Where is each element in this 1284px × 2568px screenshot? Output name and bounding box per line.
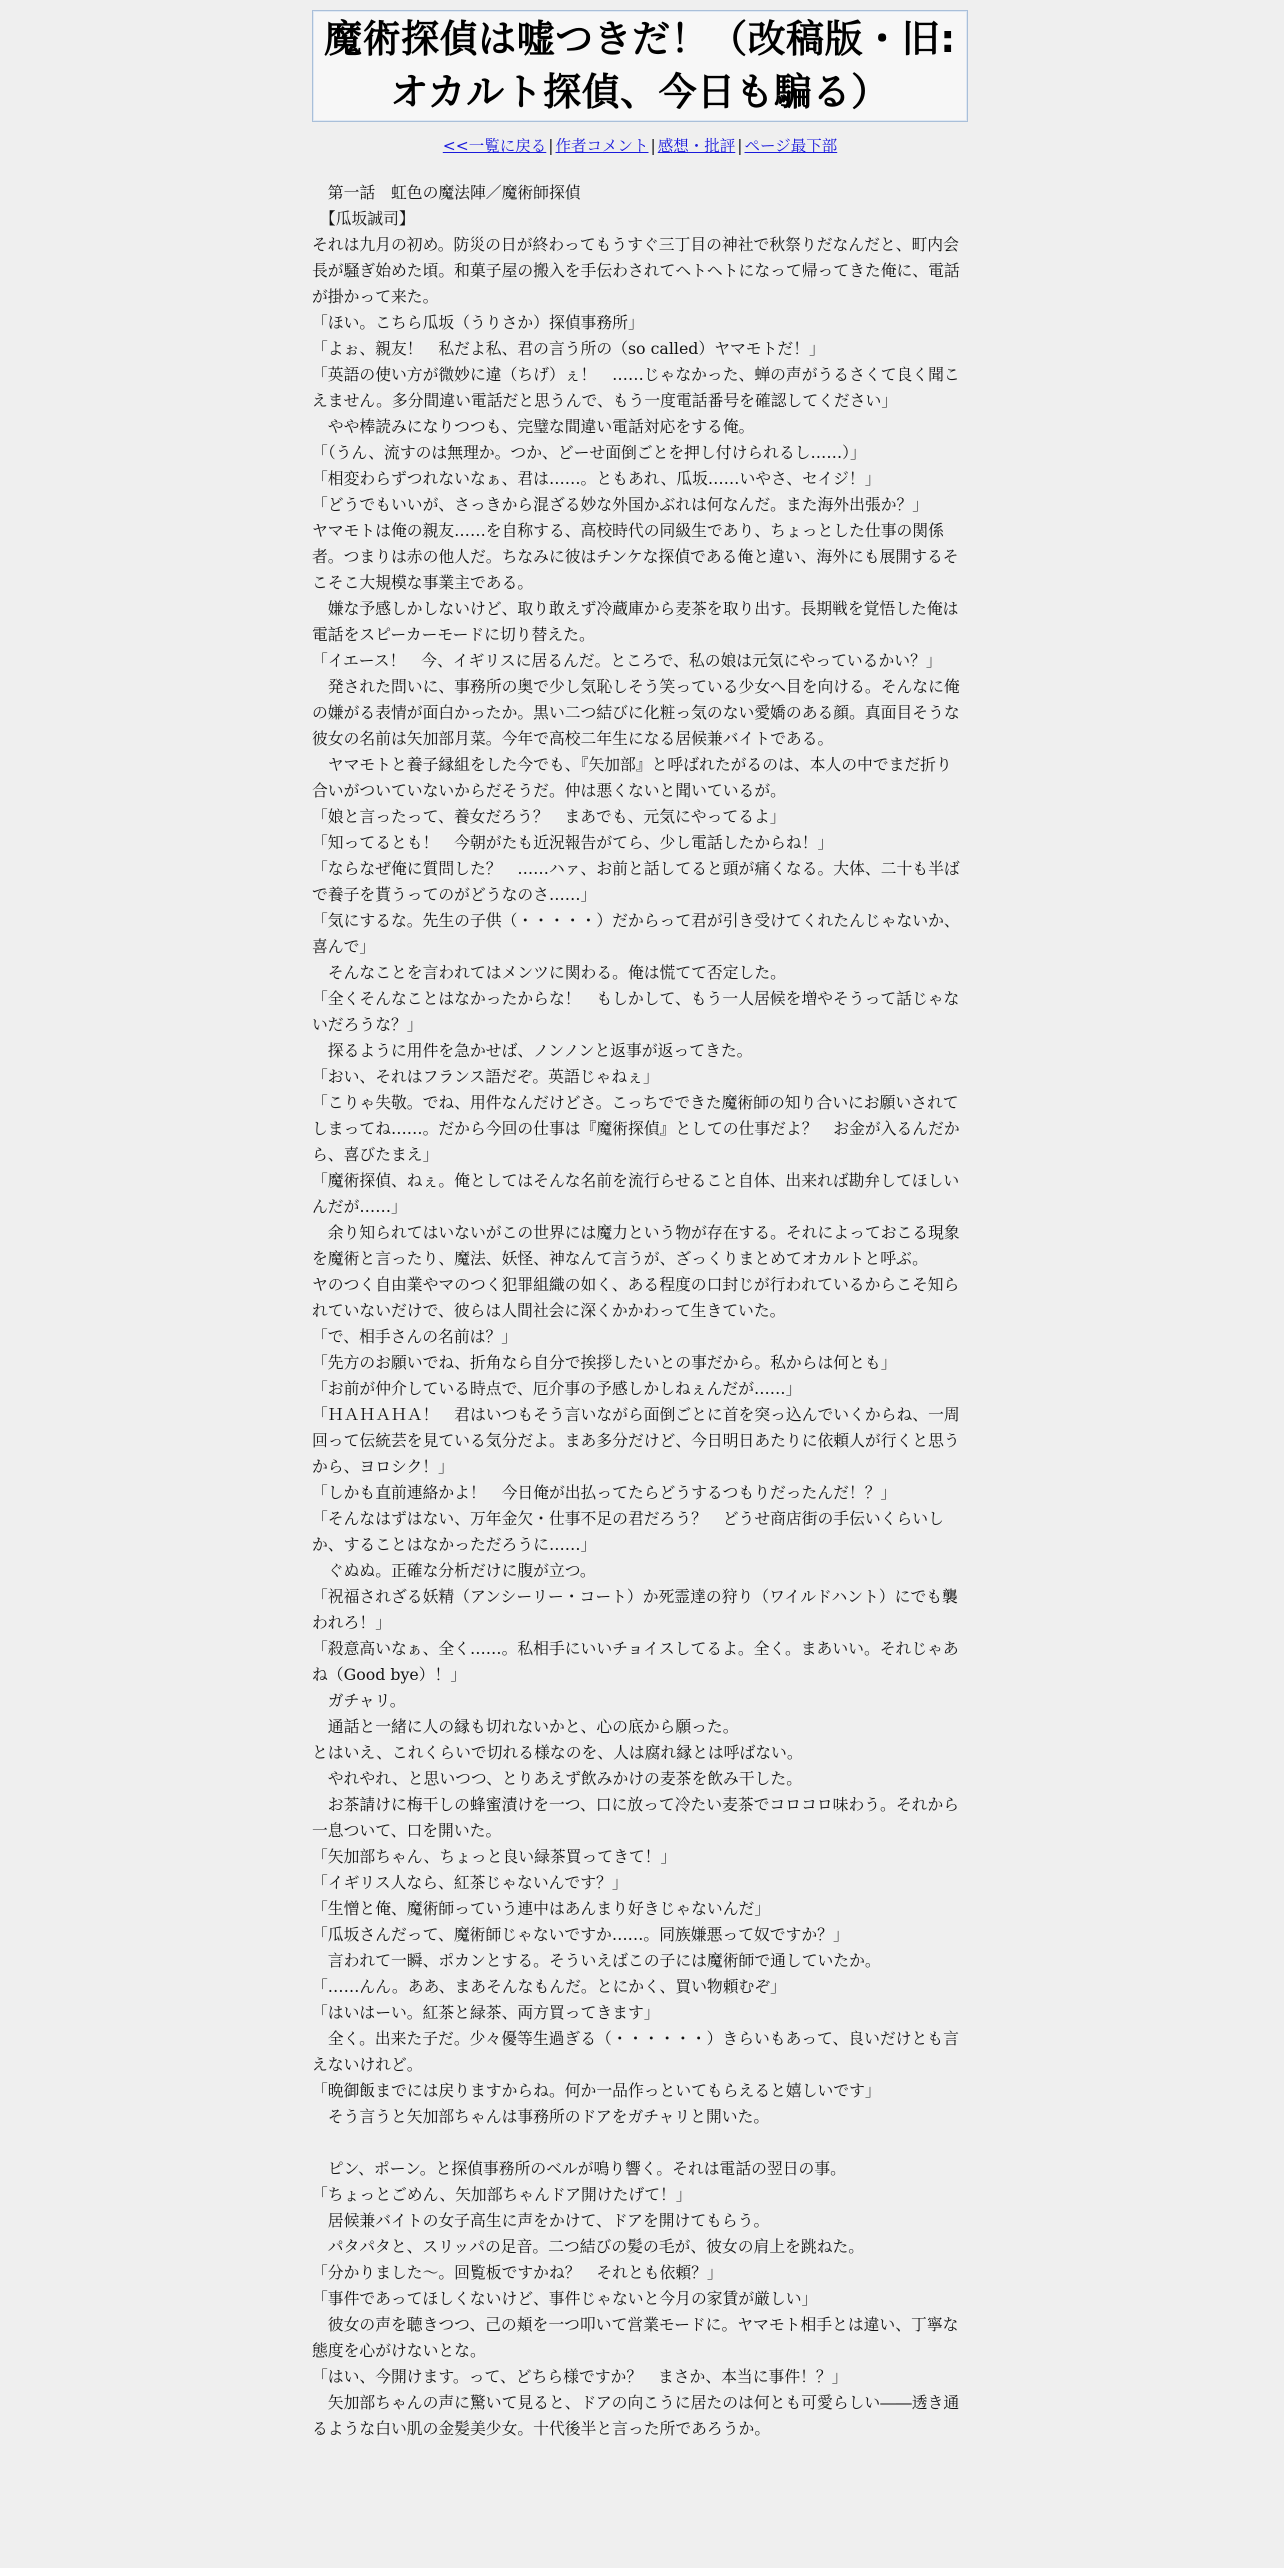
- story-paragraph: 「晩御飯までには戻りますからね。何か一品作っといてもらえると嬉しいです」: [312, 2081, 881, 2100]
- story-paragraph: 【瓜坂誠司】: [312, 209, 415, 228]
- story-paragraph: 「（うん、流すのは無理か。つか、どーせ面倒ごとを押し付けられるし……）」: [312, 443, 866, 462]
- story-paragraph: 「生憎と俺、魔術師っていう連中はあんまり好きじゃないんだ」: [312, 1899, 771, 1918]
- story-paragraph: 矢加部ちゃんの声に驚いて見ると、ドアの向こうに居たのは何とも可愛らしい――透き通るような白い肌の金髪美少女。十代後半と言った所であろうか。: [312, 2393, 960, 2438]
- story-paragraph: 嫌な予感しかしないけど、取り敢えず冷蔵庫から麦茶を取り出す。長期戦を覚悟した俺は電話をスピーカーモードに切り替えた。: [312, 599, 959, 644]
- story-paragraph: 「英語の使い方が微妙に違（ちげ）ぇ！ ……じゃなかった、蝉の声がうるさくて良く聞こえません。多分間違い電話だと思うんで、もう一度電話番号を確認してください」: [312, 365, 960, 410]
- story-paragraph: ピン、ポーン。と探偵事務所のベルが鳴り響く。それは電話の翌日の事。: [312, 2159, 846, 2178]
- nav-links: [312, 135, 968, 157]
- story-paragraph: 「しかも直前連絡かよ！ 今日俺が出払ってたらどうするつもりだったんだ！？」: [312, 1483, 897, 1502]
- story-paragraph: それは九月の初め。防災の日が終わってもうすぐ三丁目の神社で秋祭りだなんだと、町内会長が騒ぎ始めた頃。和菓子屋の搬入を手伝わされてヘトヘトになって帰ってきた俺に、電話が掛かって来た。: [312, 235, 960, 306]
- story-paragraph: 「魔術探偵、ねぇ。俺としてはそんな名前を流行らせること自体、出来れば勘弁してほしいんだが……」: [312, 1171, 960, 1216]
- story-paragraph: 「イエース！ 今、イギリスに居るんだ。ところで、私の娘は元気にやっているかい？」: [312, 651, 942, 670]
- story-paragraph: 「ならなぜ俺に質問した？ ……ハァ、お前と話してると頭が痛くなる。大体、二十も半ばで養子を貰うってのがどうなのさ……」: [312, 859, 960, 904]
- blank-line: [312, 2130, 962, 2156]
- story-paragraph: 「で、相手さんの名前は？」: [312, 1327, 518, 1346]
- story-paragraph: 「分かりました～。回覧板ですかね？ それとも依頼？」: [312, 2263, 723, 2282]
- story-paragraph: そんなことを言われてはメンツに関わる。俺は慌てて否定した。: [312, 963, 786, 982]
- story-paragraph: 居候兼バイトの女子高生に声をかけて、ドアを開けてもらう。: [312, 2211, 770, 2230]
- story-paragraph: 全く。出来た子だ。少々優等生過ぎる（・・・・・・）きらいもあって、良いだけとも言えないけれど。: [312, 2029, 959, 2074]
- story-paragraph: 第一話 虹色の魔法陣／魔術師探偵: [312, 183, 581, 202]
- story-paragraph: そう言うと矢加部ちゃんは事務所のドアをガチャリと開いた。: [312, 2107, 770, 2126]
- story-paragraph: ぐぬぬ。正確な分析だけに腹が立つ。: [312, 1561, 596, 1580]
- story-paragraph: 「先方のお願いでね、折角なら自分で挨拶したいとの事だから。私からは何とも」: [312, 1353, 897, 1372]
- story-paragraph: 「お前が仲介している時点で、厄介事の予感しかしねぇんだが……」: [312, 1379, 802, 1398]
- story-paragraph: 「相変わらずつれないなぁ、君は……。ともあれ、瓜坂……いやさ、セイジ！」: [312, 469, 881, 488]
- back-to-list-link[interactable]: <<一覧に戻る: [442, 137, 547, 155]
- story-paragraph: お茶請けに梅干しの蜂蜜漬けを一つ、口に放って冷たい麦茶でコロコロ味わう。それから一息ついて、口を開いた。: [312, 1795, 960, 1840]
- story-paragraph: 「祝福されざる妖精（アンシーリー・コート）か死霊達の狩り（ワイルドハント）にでも襲われろ！」: [312, 1587, 958, 1632]
- story-paragraph: パタパタと、スリッパの足音。二つ結びの髪の毛が、彼女の肩上を跳ねた。: [312, 2237, 865, 2256]
- story-paragraph: 探るように用件を急かせば、ノンノンと返事が返ってきた。: [312, 1041, 753, 1060]
- story-paragraph: やれやれ、と思いつつ、とりあえず飲みかけの麦茶を飲み干した。: [312, 1769, 803, 1788]
- story-paragraph: 「そんなはずはない、万年金欠・仕事不足の君だろう？ どうせ商店街の手伝いくらいしか、することはなかっただろうに……」: [312, 1509, 944, 1554]
- story-paragraph: 「どうでもいいが、さっきから混ざる妙な外国かぶれは何なんだ。また海外出張か？」: [312, 495, 929, 514]
- story-paragraph: 言われて一瞬、ポカンとする。そういえばこの子には魔術師で通していたか。: [312, 1951, 881, 1970]
- story-paragraph: 「こりゃ失敬。でね、用件なんだけどさ。こっちでできた魔術師の知り合いにお願いされてしまってね……。だから今回の仕事は『魔術探偵』としての仕事だよ？ お金が入るんだから、喜びたまえ」: [312, 1093, 960, 1164]
- story-paragraph: 「はいはーい。紅茶と緑茶、両方買ってきます」: [312, 2003, 660, 2022]
- story-paragraph: 「ＨＡＨＡＨＡ！ 君はいつもそう言いながら面倒ごとに首を突っ込んでいくからね、一周回って伝統芸を見ている気分だよ。まあ多分だけど、今日明日あたりに依頼人が行くと思うから、ヨロシク！」: [312, 1405, 960, 1476]
- story-paragraph: ヤマモトと養子縁組をした今でも、『矢加部』と呼ばれたがるのは、本人の中でまだ折り合いがついていないからだそうだ。仲は悪くないと聞いているが。: [312, 755, 952, 800]
- reviews-link[interactable]: 感想・批評: [657, 137, 736, 155]
- story-paragraph: 「ほい。こちら瓜坂（うりさか）探偵事務所」: [312, 313, 644, 332]
- story-paragraph: 発された問いに、事務所の奥で少し気恥しそう笑っている少女へ目を向ける。そんなに俺の嫌がる表情が面白かったか。黒い二つ結びに化粧っ気のない愛嬌のある顔。真面目そうな彼女の名前は矢加部月菜。今年で高校二年生になる居候兼バイトである。: [312, 677, 960, 748]
- story-paragraph: 「はい、今開けます。って、どちら様ですか？ まさか、本当に事件！？」: [312, 2367, 848, 2386]
- story-paragraph: 「イギリス人なら、紅茶じゃないんです？」: [312, 1873, 628, 1892]
- story-paragraph: 「矢加部ちゃん、ちょっと良い緑茶買ってきて！」: [312, 1847, 677, 1866]
- story-paragraph: 「よぉ、親友！ 私だよ私、君の言う所の（so called）ヤマモトだ！」: [312, 339, 825, 358]
- story-paragraph: 「……んん。ああ、まあそんなもんだ。とにかく、買い物頼むぞ」: [312, 1977, 786, 1996]
- story-body: [312, 180, 962, 2442]
- story-paragraph: 「瓜坂さんだって、魔術師じゃないですか……。同族嫌悪って奴ですか？」: [312, 1925, 849, 1944]
- author-comment-link[interactable]: 作者コメント: [555, 137, 649, 155]
- story-paragraph: ヤマモトは俺の親友……を自称する、高校時代の同級生であり、ちょっとした仕事の関係者。つまりは赤の他人だ。ちなみに彼はチンケな探偵である俺と違い、海外にも展開するそこそこ大規模な事業主である。: [312, 521, 959, 592]
- story-paragraph: 「娘と言ったって、養女だろう？ まあでも、元気にやってるよ」: [312, 807, 786, 826]
- story-paragraph: 「殺意高いなぁ、全く……。私相手にいいチョイスしてるよ。全く。まあいい。それじゃあね（Good bye）！」: [312, 1639, 959, 1684]
- story-paragraph: 通話と一緒に人の縁も切れないかと、心の底から願った。: [312, 1717, 739, 1736]
- story-paragraph: ガチャリ。: [312, 1691, 406, 1710]
- story-paragraph: 「事件であってほしくないけど、事件じゃないと今月の家賃が厳しい」: [312, 2289, 818, 2308]
- story-paragraph: 「知ってるとも！ 今朝がたも近況報告がてら、少し電話したからね！」: [312, 833, 834, 852]
- story-paragraph: 彼女の声を聴きつつ、己の頬を一つ叩いて営業モードに。ヤマモト相手とは違い、丁寧な態度を心がけないとな。: [312, 2315, 959, 2360]
- page-bottom-link[interactable]: ページ最下部: [744, 137, 838, 155]
- story-paragraph: とはいえ、これくらいで切れる様なのを、人は腐れ縁とは呼ばない。: [312, 1743, 803, 1762]
- story-paragraph: 余り知られてはいないがこの世界には魔力という物が存在する。それによっておこる現象を魔術と言ったり、魔法、妖怪、神なんて言うが、ざっくりまとめてオカルトと呼ぶ。: [312, 1223, 960, 1268]
- page-title: 魔術探偵は嘘つきだ！（改稿版・旧:オカルト探偵、今日も騙る）: [324, 17, 956, 114]
- story-paragraph: 「おい、それはフランス語だぞ。英語じゃねぇ」: [312, 1067, 659, 1086]
- nav-separator: |: [737, 137, 743, 155]
- story-paragraph: 「気にするな。先生の子供（・・・・・）だからって君が引き受けてくれたんじゃないか、喜んで」: [312, 911, 960, 956]
- story-paragraph: 「ちょっとごめん、矢加部ちゃんドア開けたげて！」: [312, 2185, 692, 2204]
- title-box: [312, 10, 968, 122]
- nav-separator: |: [548, 137, 554, 155]
- nav-separator: |: [650, 137, 656, 155]
- story-paragraph: やや棒読みになりつつも、完璧な間違い電話対応をする俺。: [312, 417, 755, 436]
- story-paragraph: ヤのつく自由業やマのつく犯罪組織の如く、ある程度の口封じが行われているからこそ知られていないだけで、彼らは人間社会に深くかかわって生きていた。: [312, 1275, 960, 1320]
- story-paragraph: 「全くそんなことはなかったからな！ もしかして、もう一人居候を増やそうって話じゃないだろうな？」: [312, 989, 960, 1034]
